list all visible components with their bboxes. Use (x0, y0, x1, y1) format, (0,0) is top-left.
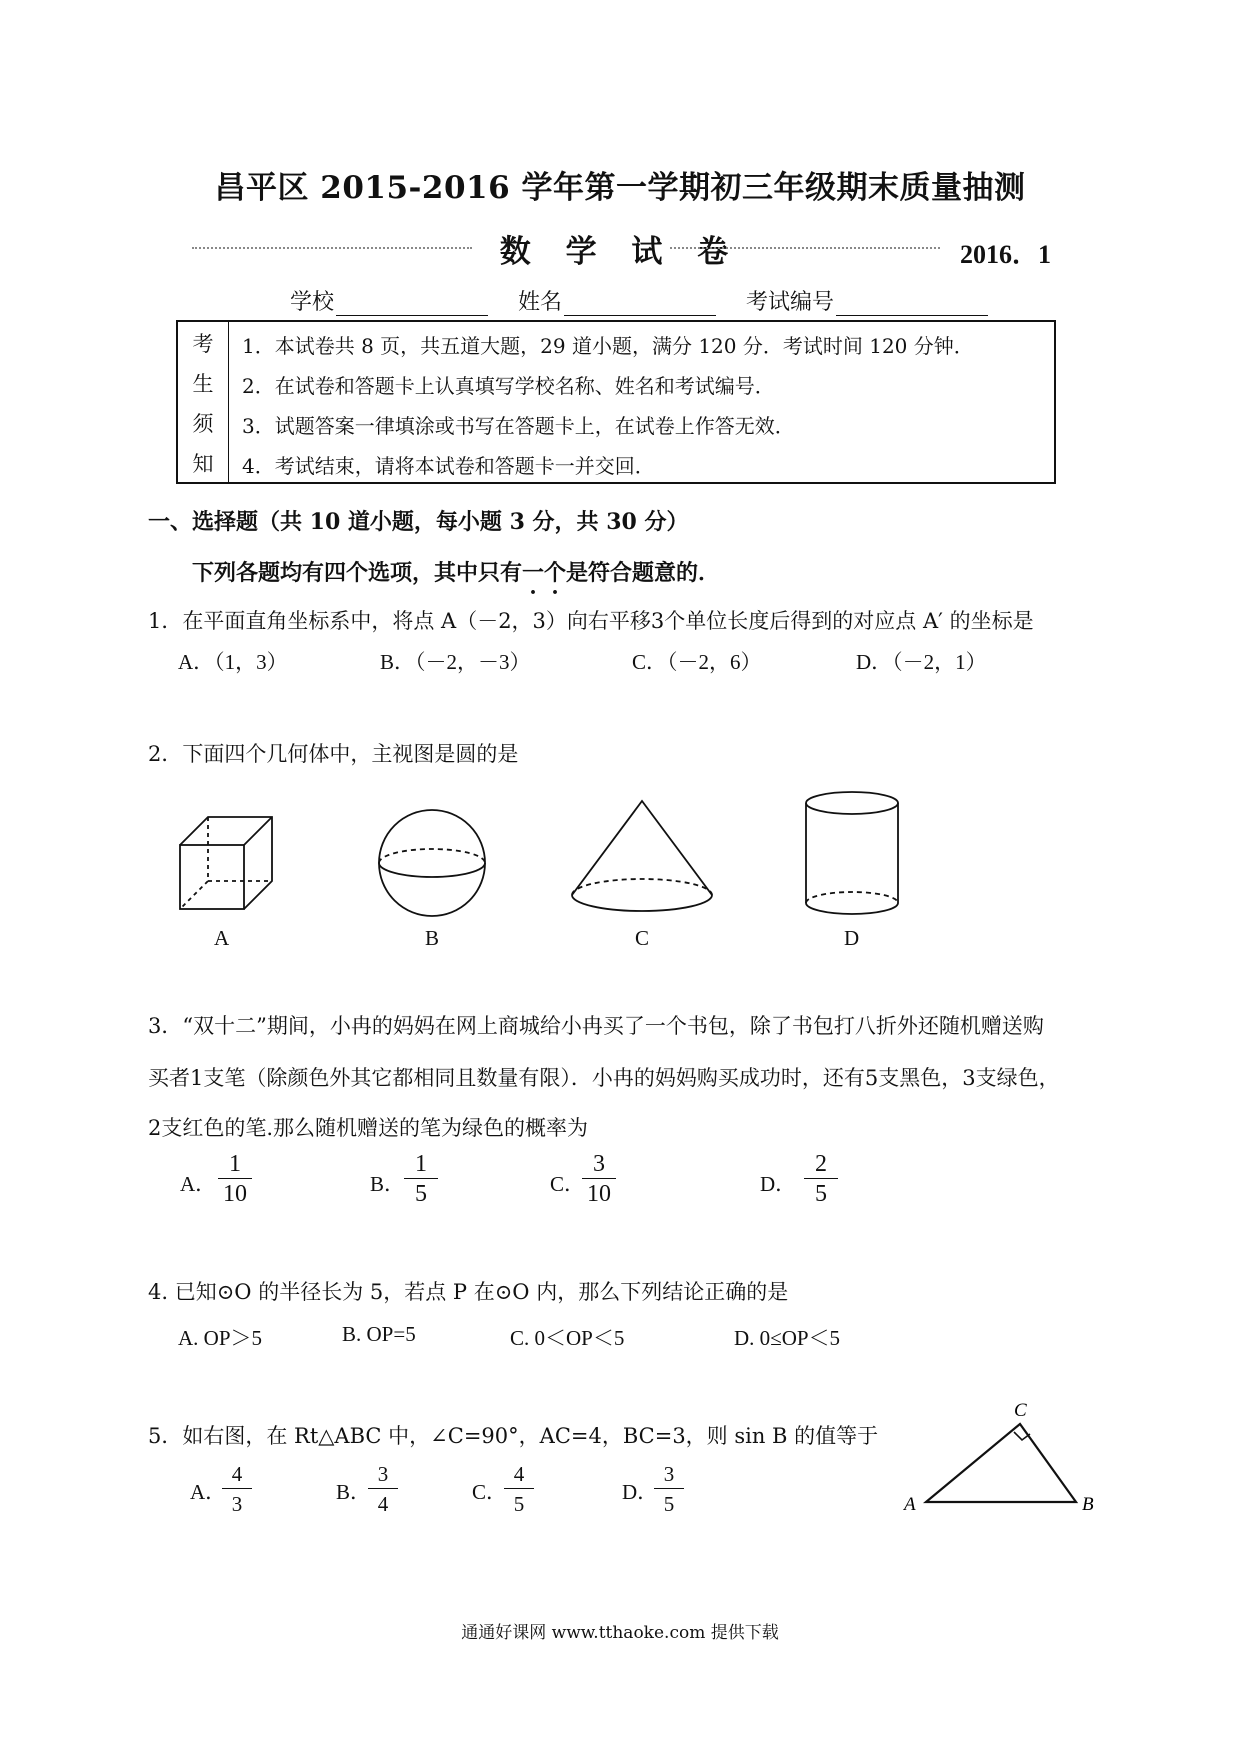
notice-heading (178, 322, 229, 482)
q1-option-c[interactable]: C．（－2，6） (632, 650, 762, 674)
exam-number-label: 考试编号 (746, 290, 835, 315)
name-blank[interactable] (564, 293, 716, 316)
q2-label-d: D (844, 926, 860, 950)
denominator: 10 (223, 1181, 247, 1207)
notice-item: 2．在试卷和答题卡上认真填写学校名称、姓名和考试编号． (242, 374, 775, 398)
q5-triangle-figure (890, 1390, 1120, 1520)
denominator: 5 (815, 1181, 827, 1207)
question-3-line: 买者1支笔（除颜色外其它都相同且数量有限）．小冉的妈妈购买成功时，还有5支黑色，3支绿色， (148, 1066, 1060, 1090)
question-1-stem: 1．在平面直角坐标系中，将点 A（－2，3）向右平移3个单位长度后得到的对应点 A′ 的坐标是 (148, 609, 1034, 633)
q5-option-d-letter[interactable]: D． (622, 1480, 659, 1504)
section-instruction (192, 556, 720, 599)
vertex-a-label: A (904, 1494, 916, 1515)
denominator: 5 (513, 1492, 525, 1516)
numerator: 4 (222, 1460, 252, 1489)
q3-option-c-fraction[interactable] (582, 1150, 616, 1209)
instruction-emphasis: 一个 (522, 560, 567, 586)
vertex-b-label: B (1082, 1494, 1094, 1515)
exam-number-field[interactable] (746, 285, 988, 316)
q1-option-d[interactable]: D．（－2，1） (856, 650, 987, 674)
question-5-stem: 5．如右图，在 Rt△ABC 中，∠C=90°，AC=4，BC=3，则 sin B 的值等于 (148, 1424, 879, 1448)
question-3-line: 3．“双十二”期间，小冉的妈妈在网上商城给小冉买了一个书包，除了书包打八折外还随机赠送购 (148, 1014, 1044, 1038)
q4-option-b[interactable]: B. OP=5 (342, 1322, 416, 1346)
sphere-icon[interactable] (379, 810, 485, 916)
denominator: 5 (663, 1492, 675, 1516)
q5-option-c-letter[interactable]: C． (472, 1480, 508, 1504)
cube-icon[interactable] (180, 817, 272, 909)
q1-option-b[interactable]: B．（－2，－3） (380, 650, 531, 674)
dotted-rule-right (670, 247, 940, 249)
q5-option-c-fraction[interactable] (504, 1460, 534, 1519)
denominator: 4 (377, 1492, 389, 1516)
notice-heading-char: 知 (192, 452, 214, 476)
numerator: 1 (404, 1150, 438, 1179)
numerator: 1 (218, 1150, 252, 1179)
right-triangle-icon (926, 1424, 1076, 1502)
denominator: 10 (587, 1181, 611, 1207)
notice-heading-char: 考 (192, 332, 214, 356)
q5-option-b-fraction[interactable] (368, 1460, 398, 1519)
q3-option-b-letter[interactable]: B． (370, 1172, 406, 1196)
q3-option-b-fraction[interactable] (404, 1150, 438, 1209)
question-4-stem: 4. 已知⊙O 的半径长为 5，若点 P 在⊙O 内，那么下列结论正确的是 (148, 1280, 789, 1304)
q2-label-a: A (214, 926, 230, 950)
q4-option-d[interactable]: D. 0≤OP＜5 (734, 1326, 841, 1350)
school-label: 学校 (290, 290, 335, 315)
notice-heading-char: 须 (192, 412, 214, 436)
q3-option-c-letter[interactable]: C． (550, 1172, 586, 1196)
q3-option-a-fraction[interactable] (218, 1150, 252, 1209)
q5-option-d-fraction[interactable] (654, 1460, 684, 1519)
exam-subtitle: 数 学 试 卷 (499, 234, 741, 270)
question-2-stem: 2．下面四个几何体中，主视图是圆的是 (148, 742, 519, 766)
notice-box (176, 320, 1056, 484)
section-title: 一、选择题（共 10 道小题，每小题 3 分，共 30 分） (148, 509, 689, 535)
q4-option-a[interactable]: A. OP＞5 (178, 1326, 263, 1350)
school-blank[interactable] (336, 293, 488, 316)
numerator: 4 (504, 1460, 534, 1489)
q3-option-d-fraction[interactable] (804, 1150, 838, 1209)
exam-number-blank[interactable] (836, 293, 988, 316)
q4-option-c[interactable]: C. 0＜OP＜5 (510, 1326, 625, 1350)
numerator: 2 (804, 1150, 838, 1179)
numerator: 3 (368, 1460, 398, 1489)
numerator: 3 (582, 1150, 616, 1179)
q3-option-a-letter[interactable]: A． (180, 1172, 217, 1196)
cylinder-icon[interactable] (806, 792, 898, 914)
exam-title: 昌平区 2015-2016 学年第一学期初三年级期末质量抽测 (214, 170, 1026, 206)
q5-option-b-letter[interactable]: B． (336, 1480, 372, 1504)
q2-label-b: B (425, 926, 440, 950)
q5-option-a-letter[interactable]: A． (190, 1480, 227, 1504)
q2-label-c: C (635, 926, 650, 950)
cone-icon[interactable] (572, 801, 712, 911)
q1-option-a[interactable]: A．（1，3） (178, 650, 288, 674)
school-field[interactable] (290, 285, 488, 316)
instruction-text: 下列各题均有四个选项，其中只有 (192, 560, 523, 586)
notice-heading-char: 生 (192, 372, 214, 396)
q3-option-d-letter[interactable]: D． (760, 1172, 797, 1196)
q5-option-a-fraction[interactable] (222, 1460, 252, 1519)
q2-shapes (170, 785, 930, 945)
vertex-c-label: C (1014, 1400, 1027, 1421)
denominator: 3 (231, 1492, 243, 1516)
notice-item: 4．考试结束，请将本试卷和答题卡一并交回． (242, 454, 655, 478)
question-3-line: 2支红色的笔.那么随机赠送的笔为绿色的概率为 (148, 1116, 589, 1140)
name-field[interactable] (518, 285, 716, 316)
exam-date: 2016．1 (960, 240, 1052, 269)
numerator: 3 (654, 1460, 684, 1489)
page-footer: 通通好课网 www.tthaoke.com 提供下载 (461, 1623, 779, 1643)
instruction-text: 是符合题意的． (566, 560, 721, 586)
denominator: 5 (415, 1181, 427, 1207)
name-label: 姓名 (518, 290, 563, 315)
notice-item: 3．试题答案一律填涂或书写在答题卡上，在试卷上作答无效． (242, 414, 795, 438)
notice-item: 1．本试卷共 8 页，共五道大题，29 道小题，满分 120 分．考试时间 120 分钟． (242, 334, 974, 358)
